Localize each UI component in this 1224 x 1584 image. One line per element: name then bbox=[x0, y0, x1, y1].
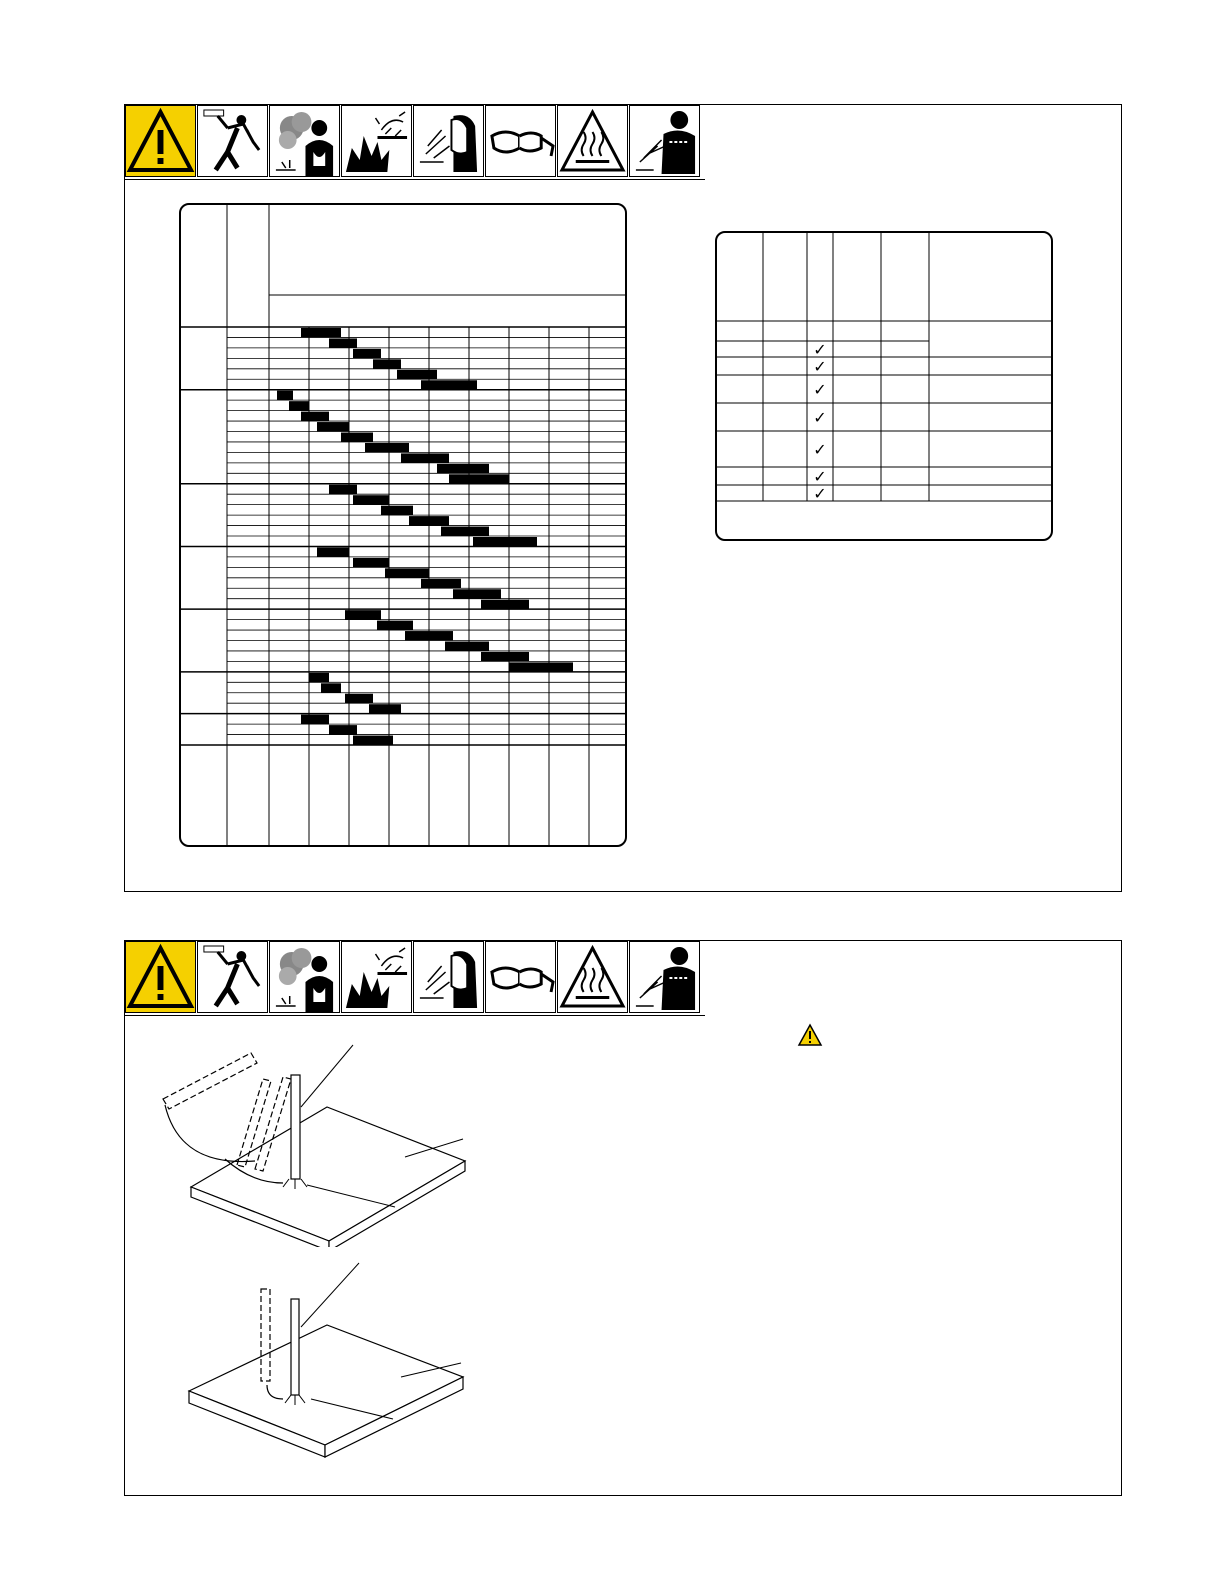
electric-shock-icon bbox=[197, 941, 268, 1013]
amperage-range-bar bbox=[353, 558, 389, 567]
amperage-group-4 bbox=[227, 547, 625, 609]
flying-sparks-icon bbox=[629, 941, 700, 1013]
electrode-table-grid bbox=[717, 233, 1051, 539]
striking-arc-section bbox=[124, 940, 1122, 1496]
amperage-range-bar bbox=[453, 589, 501, 598]
amperage-range-bar bbox=[381, 506, 413, 515]
amperage-range-bar bbox=[473, 537, 537, 546]
amperage-range-bar bbox=[449, 474, 509, 483]
amperage-range-bar bbox=[353, 736, 393, 745]
check-mark: ✓ bbox=[813, 380, 827, 399]
amperage-range-bar bbox=[509, 662, 573, 671]
safety-glasses-icon bbox=[485, 105, 556, 177]
fire-explosion-icon bbox=[341, 105, 412, 177]
amperage-range-bar bbox=[345, 610, 381, 619]
amperage-group-2 bbox=[227, 391, 625, 484]
amperage-range-bar bbox=[329, 725, 357, 734]
amperage-chart-grid bbox=[181, 205, 625, 845]
amperage-range-bar bbox=[329, 485, 357, 494]
hot-surface-icon bbox=[557, 941, 628, 1013]
amperage-range-bar bbox=[409, 516, 449, 525]
amperage-range-bar bbox=[385, 568, 429, 577]
amperage-range-bar bbox=[301, 328, 341, 337]
amperage-range-bar bbox=[317, 547, 349, 556]
check-mark: ✓ bbox=[813, 484, 827, 503]
hot-surface-icon bbox=[557, 105, 628, 177]
amperage-range-bar bbox=[353, 349, 381, 358]
amperage-group-5 bbox=[227, 610, 625, 672]
amperage-range-bar bbox=[329, 338, 357, 347]
amperage-range-bar bbox=[405, 631, 453, 640]
amperage-range-bar bbox=[321, 683, 341, 692]
amperage-range-bar bbox=[277, 391, 293, 400]
check-mark: ✓ bbox=[813, 440, 827, 459]
fumes-gases-icon bbox=[269, 941, 340, 1013]
caution-triangle-icon bbox=[797, 1023, 823, 1047]
amperage-range-bar bbox=[365, 443, 409, 452]
amperage-range-bar bbox=[401, 453, 449, 462]
fire-explosion-icon bbox=[341, 941, 412, 1013]
amperage-group-7 bbox=[227, 715, 625, 745]
safety-glasses-icon bbox=[485, 941, 556, 1013]
warning-triangle-icon bbox=[125, 105, 196, 177]
amperage-range-bar bbox=[341, 433, 373, 442]
amperage-range-bar bbox=[317, 422, 349, 431]
amperage-range-bar bbox=[369, 704, 401, 713]
check-mark: ✓ bbox=[813, 357, 827, 376]
electric-shock-icon bbox=[197, 105, 268, 177]
amperage-range-bar bbox=[353, 495, 389, 504]
amperage-range-bar bbox=[377, 621, 413, 630]
fumes-gases-icon bbox=[269, 105, 340, 177]
icon-bar-divider bbox=[125, 179, 705, 180]
check-mark: ✓ bbox=[813, 340, 827, 359]
scratch-start-illustration bbox=[155, 1037, 475, 1247]
amperage-group-6 bbox=[227, 673, 625, 714]
electrode-amperage-section bbox=[124, 104, 1122, 892]
amperage-range-bar bbox=[437, 464, 489, 473]
amperage-range-bar bbox=[445, 642, 489, 651]
amperage-range-bar bbox=[441, 527, 489, 536]
safety-icon-bar-2 bbox=[125, 941, 701, 1015]
check-mark: ✓ bbox=[813, 408, 827, 427]
amperage-range-bar bbox=[289, 401, 309, 410]
check-mark: ✓ bbox=[813, 467, 827, 486]
tapping-start-illustration bbox=[155, 1259, 475, 1469]
warning-triangle-icon bbox=[125, 941, 196, 1013]
amperage-range-bar bbox=[301, 715, 329, 724]
amperage-range-chart bbox=[179, 203, 627, 847]
amperage-range-bar bbox=[481, 652, 529, 661]
flying-sparks-icon bbox=[629, 105, 700, 177]
amperage-group-3 bbox=[227, 485, 625, 547]
amperage-range-bar bbox=[421, 380, 477, 389]
arc-rays-face-shield-icon bbox=[413, 105, 484, 177]
electrode-rod bbox=[291, 1299, 299, 1395]
amperage-range-bar bbox=[301, 412, 329, 421]
amperage-group-1 bbox=[227, 328, 625, 390]
amperage-range-bar bbox=[309, 673, 329, 682]
amperage-range-bar bbox=[397, 370, 437, 379]
amperage-range-bar bbox=[373, 359, 401, 368]
icon-bar-divider-2 bbox=[125, 1015, 705, 1016]
electrode-rod bbox=[291, 1075, 300, 1179]
amperage-range-bar bbox=[345, 694, 373, 703]
amperage-range-bar bbox=[481, 600, 529, 609]
amperage-range-bar bbox=[421, 579, 461, 588]
arc-rays-face-shield-icon bbox=[413, 941, 484, 1013]
electrode-selection-table bbox=[715, 231, 1053, 541]
safety-icon-bar bbox=[125, 105, 701, 179]
